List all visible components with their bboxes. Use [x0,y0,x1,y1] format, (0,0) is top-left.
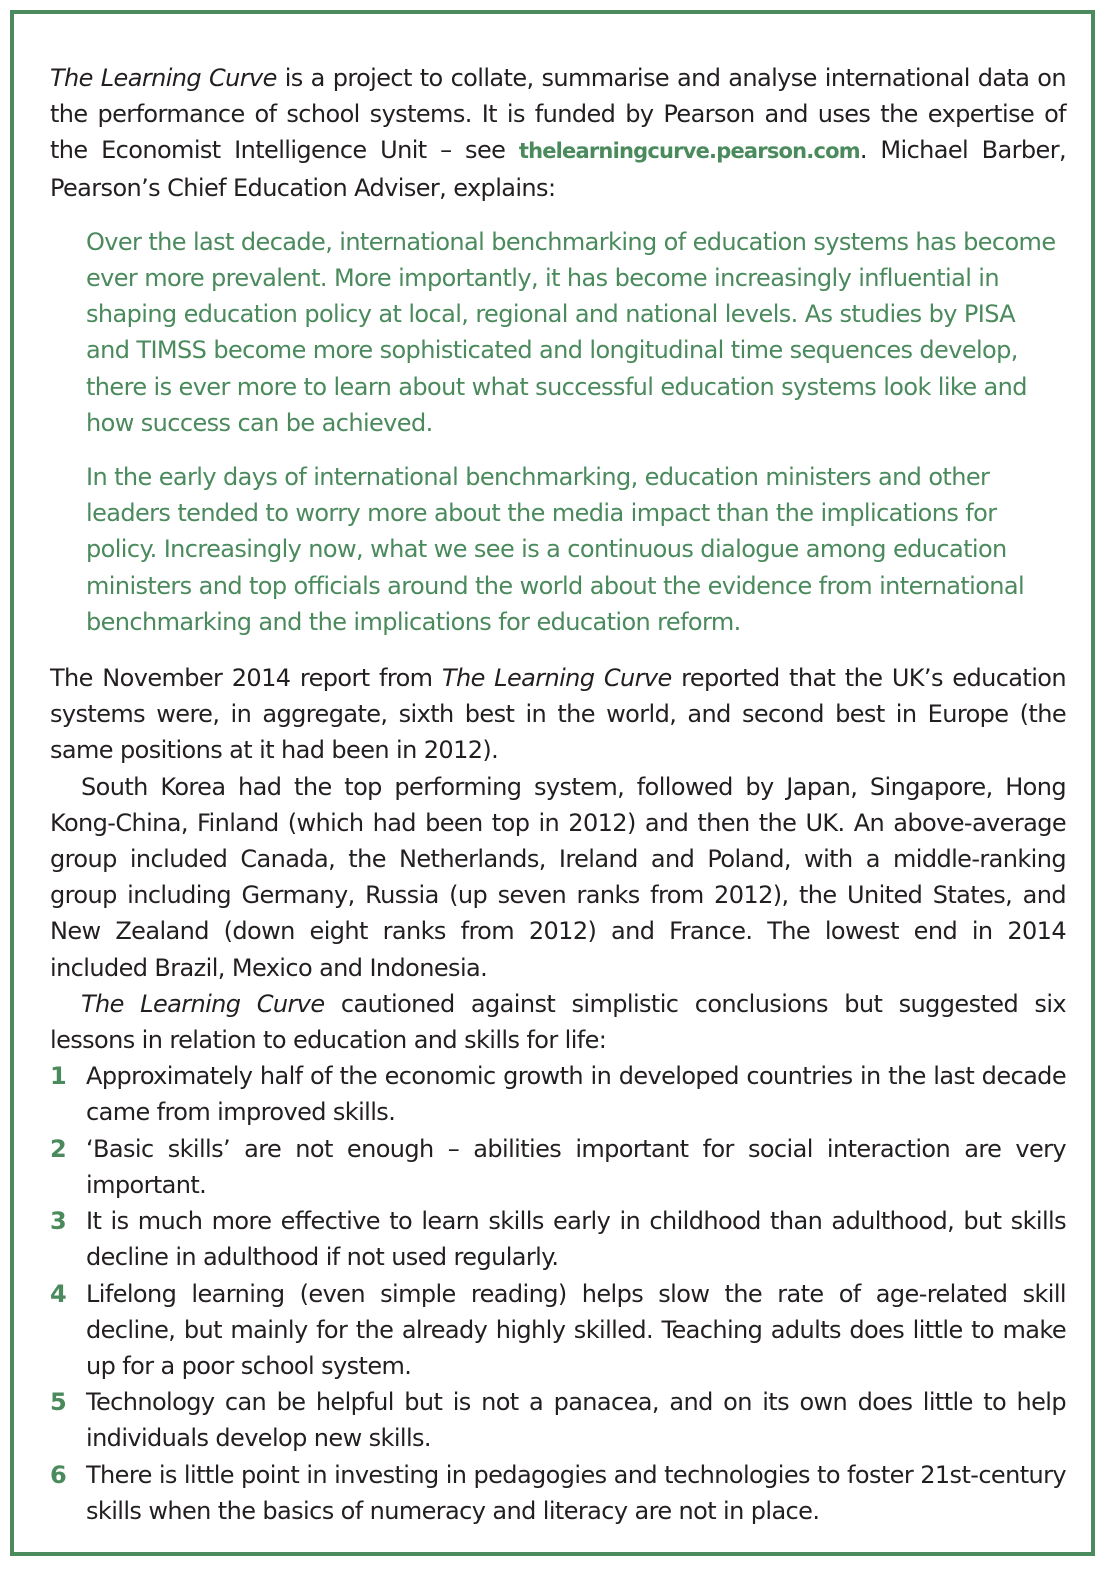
lesson-text: There is little point in investing in pedagogies and technologies to foster 21st-century skills when the basics of numeracy and literacy are not in place. [86,1460,1066,1525]
quote-paragraph-2: In the early days of international benchmarking, education ministers and other leaders tended to worry more about the media impact than the implications for policy. Increasingly now, what we see is a continuous dialogue among education ministers and top officials around the world about the evidence from international benchmarking and the implications for education reform. [86,463,1025,636]
list-item [50,1276,1066,1385]
lesson-number: 4 [50,1279,67,1308]
lesson-text: Lifelong learning (even simple reading) helps slow the rate of age-related skill decline, but mainly for the already highly skilled. Teaching adults does little to make up for a poor school system. [86,1279,1066,1380]
publication-title: The Learning Curve [50,64,277,92]
lesson-number: 2 [50,1134,67,1163]
lesson-text: It is much more effective to learn skills early in childhood than adulthood, but skills decline in adulthood if not used regularly. [86,1207,1066,1272]
publication-title: The Learning Curve [441,664,672,693]
intro-text-start: is a project to collate, summarise and analyse international data on the performance of school systems. It is funded by Pearson and uses the expertise of the Economist Intelligence Unit – see [50,64,1067,165]
pull-quote [86,224,1061,640]
article-body [50,60,1066,1529]
lessons-intro-text: cautioned against simplistic conclusions but suggested six lessons in relation to education and skills for life: [50,989,1066,1055]
report-paragraph [50,660,1066,769]
lesson-text: Technology can be helpful but is not a panacea, and on its own does little to help individuals develop new skills. [86,1388,1066,1453]
list-item [50,1457,1066,1529]
lesson-number: 6 [50,1460,67,1489]
lessons-intro-paragraph [50,986,1066,1058]
lesson-number: 3 [50,1207,67,1236]
lessons-list [50,1058,1066,1529]
lesson-text: ‘Basic skills’ are not enough – abilities important for social interaction are very important. [86,1134,1066,1199]
report-text-start: The November 2014 report from [50,664,442,693]
list-item [50,1058,1066,1130]
ranking-paragraph: South Korea had the top performing system, followed by Japan, Singapore, Hong Kong-China, Finland (which had been top in 2012) and then the UK. An above-average group included Canada, the Netherlands, Ireland and Poland, with a middle-ranking group including Germany, Russia (up seven ranks from 2012), the United States, and New Zealand (down eight ranks from 2012) and France. The lowest end in 2014 included Brazil, Mexico and Indonesia. [50,772,1066,982]
lesson-number: 5 [50,1388,67,1417]
website-link[interactable]: thelearningcurve.pearson.com [518,139,860,164]
intro-paragraph [50,60,1066,206]
list-item [50,1384,1066,1456]
report-text-end: reported that the UK’s education systems were, in aggregate, sixth best in the world, and second best in Europe (the same positions at it had been in 2012). [50,664,1066,765]
lesson-number: 1 [50,1062,67,1091]
publication-title: The Learning Curve [81,989,325,1018]
quote-paragraph-1: Over the last decade, international benchmarking of education systems has become ever more prevalent. More importantly, it has become increasingly influential in shaping education policy at local, regional and national levels. As studies by PISA and TIMSS become more sophisticated and longitudinal time sequences develop, there is ever more to learn about what successful education systems look like and how success can be achieved. [86,227,1056,437]
list-item [50,1131,1066,1203]
intro-text-end: . Michael Barber, Pearson’s Chief Education Adviser, explains: [50,136,1066,202]
list-item [50,1203,1066,1275]
lesson-text: Approximately half of the economic growth in developed countries in the last decade came from improved skills. [86,1062,1066,1127]
page-frame [10,10,1095,1556]
